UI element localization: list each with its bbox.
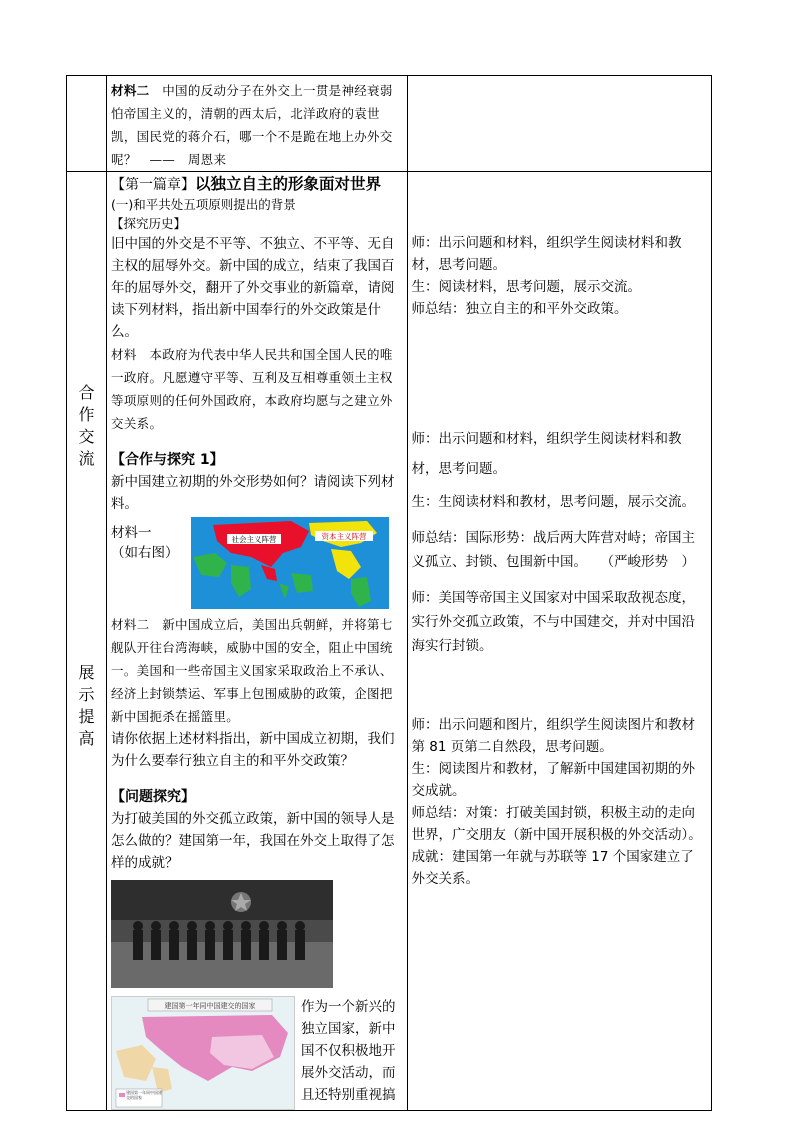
student-note: 生：阅读材料，思考问题，展示交流。 (411, 279, 641, 295)
stage-char: 提 (78, 707, 95, 726)
coop-question: 新中国建立初期的外交形势如何？请阅读下列材料。 (111, 474, 395, 512)
sub-heading: (一)和平共处五项原则提出的背景 (111, 197, 296, 212)
material-one-label: 材料一 (111, 525, 152, 541)
teacher-summary: 师总结：国际形势：战后两大阵营对峙；帝国主义孤立、封锁、包围新中国。 （严峻形势 ） (411, 530, 695, 570)
asia-map-block (111, 996, 402, 1110)
material-paragraph: 材料 本政府为代表中华人民共和国全国人民的唯一政府。凡愿遵守平等、互利及互相尊重领土主权等项原则的任何外国政府，本政府均愿与之建立外交关系。 (111, 347, 393, 431)
teacher-note: 师：出示问题和材料，组织学生阅读材料和教材，思考问题。 (411, 431, 682, 477)
teacher-note: 师：出示问题和图片，组织学生阅读图片和教材第 81 页第二自然段，思考问题。 (411, 717, 695, 755)
student-note: 生：阅读图片和教材，了解新中国建国初期的外交成就。 (411, 761, 695, 799)
stage-char: 展 (78, 663, 95, 682)
stage-char: 高 (78, 729, 95, 748)
chapter-prefix: 【第一篇章】 (111, 177, 196, 193)
historical-photo (111, 880, 333, 988)
teacher-summary: 师总结：独立自主的和平外交政策。 (411, 301, 628, 317)
asia-map-side-text: 作为一个新兴的独立国家，新中国不仅积极地开展外交活动，而且还特别重视搞 (301, 999, 396, 1103)
chapter-heading (111, 174, 402, 195)
asia-map-title: 建国第一年同中国建交的国家 (164, 1002, 256, 1010)
stage-char: 示 (78, 685, 95, 704)
stage-char: 流 (78, 449, 95, 468)
asia-map-legend: 建国第一年同中国建交的国家 (126, 1090, 163, 1100)
problem-label: 【问题探究】 (111, 789, 196, 805)
stage-cell-empty (67, 76, 107, 172)
chapter-title: 以独立自主的形象面对世界 (195, 175, 382, 193)
coop-label: 【合作与探究 1】 (111, 452, 224, 468)
material-one-sub: （如右图） (111, 545, 179, 561)
map-label-socialist: 社会主义阵营 (231, 535, 277, 544)
teacher-summary: 师总结：对策：打破美国封锁，积极主动的走向世界，广交朋友（新中国开展积极的外交活动）。 (411, 805, 702, 843)
policy-question: 请你依据上述材料指出，新中国成立初期，我们为什么要奉行独立自主的和平外交政策？ (111, 731, 395, 769)
lesson-plan-table (66, 75, 712, 1111)
teacher-explanation: 师：美国等帝国主义国家对中国采取敌视态度，实行外交孤立政策，不与中国建交，并对中国沿海实行封锁。 (411, 590, 695, 654)
world-map-graphic (191, 517, 389, 609)
student-note: 生：生阅读材料和教材，思考问题，展示交流。 (411, 494, 695, 510)
stage-char: 交 (78, 427, 95, 446)
content-column (107, 172, 407, 1111)
material-two-text: 中国的反动分子在外交上一贯是神经衰弱怕帝国主义的，清朝的西太后，北洋政府的袁世凯，国民党的蒋介石，哪一个不是跪在地上办外交呢？ —— 周恩来 (111, 83, 393, 167)
stage-char: 作 (78, 405, 95, 424)
asia-map-image (111, 996, 295, 1110)
material-two-label: 材料二 (111, 83, 150, 98)
photo-graphic (111, 880, 333, 988)
world-map-image (191, 517, 389, 609)
map-label-capitalist: 资本主义阵营 (321, 532, 367, 541)
teacher-column (407, 172, 712, 1111)
material-two-cell (107, 76, 407, 172)
material-one-block (111, 517, 402, 609)
achievement-note: 成就：建国第一年就与苏联等 17 个国家建立了外交关系。 (411, 849, 694, 887)
teacher-cell-empty (407, 76, 712, 172)
stage-column (67, 172, 107, 1111)
explore-history-label: 【探究历史】 (111, 216, 187, 231)
problem-question: 为打破美国的外交孤立政策，新中国的领导人是怎么做的？建国第一年，我国在外交上取得了怎样的成就？ (111, 811, 395, 871)
material-two-paragraph: 材料二 新中国成立后，美国出兵朝鲜，并将第七舰队开往台湾海峡，威胁中国的安全，阻止中国统一。美国和一些帝国主义国家采取政治上不承认、经济上封锁禁运、军事上包围威胁的政策，企图把新中国扼杀在摇篮里。 (111, 617, 393, 724)
teacher-note: 师：出示问题和材料，组织学生阅读材料和教材，思考问题。 (411, 235, 682, 273)
stage-char: 合 (78, 383, 95, 402)
history-paragraph: 旧中国的外交是不平等、不独立、不平等、无自主权的屈辱外交。新中国的成立，结束了我国百年的屈辱外交，翻开了外交事业的新篇章，请阅读下列材料，指出新中国奉行的外交政策是什么。 (111, 236, 395, 340)
asia-map-graphic (112, 997, 294, 1109)
